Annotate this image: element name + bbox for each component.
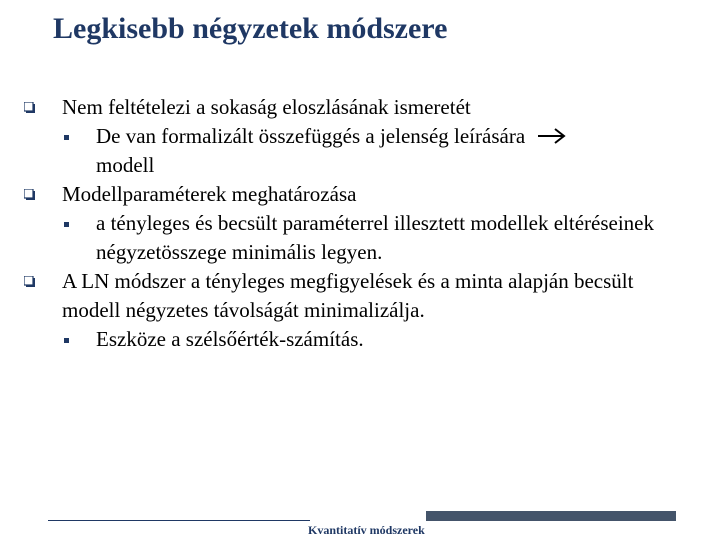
slide-title: Legkisebb négyzetek módszere <box>53 12 448 45</box>
bullet-item-2 <box>0 180 662 209</box>
sub-bullet-item-1 <box>0 122 656 180</box>
bullet-text: Nem feltételezi a sokaság eloszlásának ismeretét <box>62 95 471 119</box>
sub-bullet-item-3 <box>0 325 656 354</box>
square-bullet-icon <box>64 222 69 227</box>
sub-bullet-text: De van formalizált összefüggés a jelenség leírására <box>96 124 526 148</box>
sub-bullet-text: Eszköze a szélsőérték-számítás. <box>96 327 364 351</box>
footer-divider-line <box>48 520 310 521</box>
checkbox-bullet-icon <box>24 102 35 113</box>
checkbox-bullet-icon <box>24 189 35 200</box>
footer-label: Kvantitatív módszerek <box>308 523 425 537</box>
bullet-item-1 <box>0 93 662 122</box>
bullet-item-3 <box>0 267 662 325</box>
square-bullet-icon <box>64 338 69 343</box>
bullet-text: Modellparaméterek meghatározása <box>62 182 357 206</box>
sub-bullet-continuation: modell <box>96 153 155 177</box>
square-bullet-icon <box>64 135 69 140</box>
arrow-right-icon <box>536 127 568 145</box>
sub-bullet-text: a tényleges és becsült paraméterrel illesztett modellek eltéréseinek négyzetösszege minimális legyen. <box>96 211 654 264</box>
bullet-text: A LN módszer a tényleges megfigyelések és a minta alapján becsült modell négyzetes távolságát minimalizálja. <box>62 269 634 322</box>
footer-accent-bar <box>426 511 676 521</box>
slide-content <box>0 93 720 354</box>
sub-bullet-item-2 <box>0 209 656 267</box>
checkbox-bullet-icon <box>24 276 35 287</box>
